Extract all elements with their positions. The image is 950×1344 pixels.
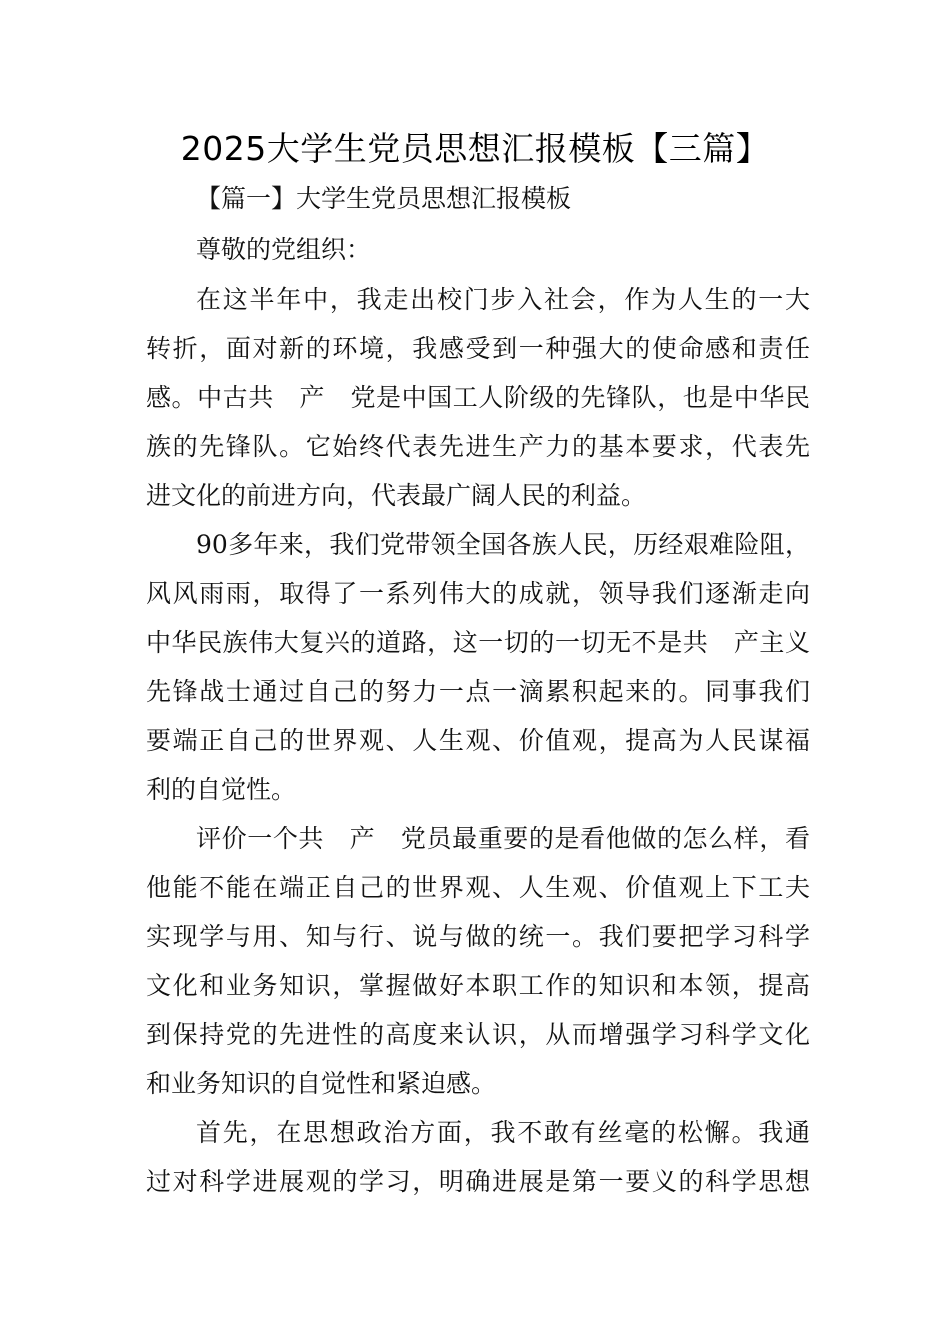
paragraph-1 <box>146 280 810 525</box>
body-text <box>146 280 810 1211</box>
text-line: 风风雨雨，取得了一系列伟大的成就，领导我们逐渐走向 <box>146 579 810 608</box>
paragraph-2 <box>146 525 810 819</box>
text-line: 实现学与用、知与行、说与做的统一。我们要把学习科学 <box>146 922 810 951</box>
text-line: 首先，在思想政治方面，我不敢有丝毫的松懈。我通 <box>196 1118 810 1147</box>
text-line: 过对科学进展观的学习，明确进展是第一要义的科学思想 <box>146 1167 810 1196</box>
text-line: 他能不能在端正自己的世界观、人生观、价值观上下工夫 <box>146 873 810 902</box>
text-line: 感。中古共 产 党是中国工人阶级的先锋队，也是中华民 <box>146 383 810 412</box>
document-title: 2025大学生党员思想汇报模板【三篇】 <box>180 129 770 168</box>
section-heading: 【篇一】大学生党员思想汇报模板 <box>196 184 572 213</box>
text-line: 利的自觉性。 <box>146 775 297 804</box>
text-line: 90多年来，我们党带领全国各族人民，历经艰难险阻， <box>196 530 810 559</box>
text-line: 转折，面对新的环境，我感受到一种强大的使命感和责任 <box>146 334 810 363</box>
text-line: 在这半年中，我走出校门步入社会，作为人生的一大 <box>196 285 810 314</box>
text-line: 文化和业务知识，掌握做好本职工作的知识和本领，提高 <box>146 971 810 1000</box>
text-line: 进文化的前进方向，代表最广阔人民的利益。 <box>146 481 647 510</box>
text-line: 要端正自己的世界观、人生观、价值观，提高为人民谋福 <box>146 726 810 755</box>
paragraph-3 <box>146 819 810 1113</box>
text-line: 族的先锋队。它始终代表先进生产力的基本要求，代表先 <box>146 432 810 461</box>
text-line: 到保持党的先进性的高度来认识，从而增强学习科学文化 <box>146 1020 810 1049</box>
text-line: 和业务知识的自觉性和紧迫感。 <box>146 1069 497 1098</box>
paragraph-4 <box>146 1113 810 1211</box>
text-line: 评价一个共 产 党员最重要的是看他做的怎么样，看 <box>196 824 810 853</box>
text-line: 中华民族伟大复兴的道路，这一切的一切无不是共 产主义 <box>146 628 810 657</box>
salutation: 尊敬的党组织： <box>196 235 372 264</box>
text-line: 先锋战士通过自己的努力一点一滴累积起来的。同事我们 <box>146 677 810 706</box>
